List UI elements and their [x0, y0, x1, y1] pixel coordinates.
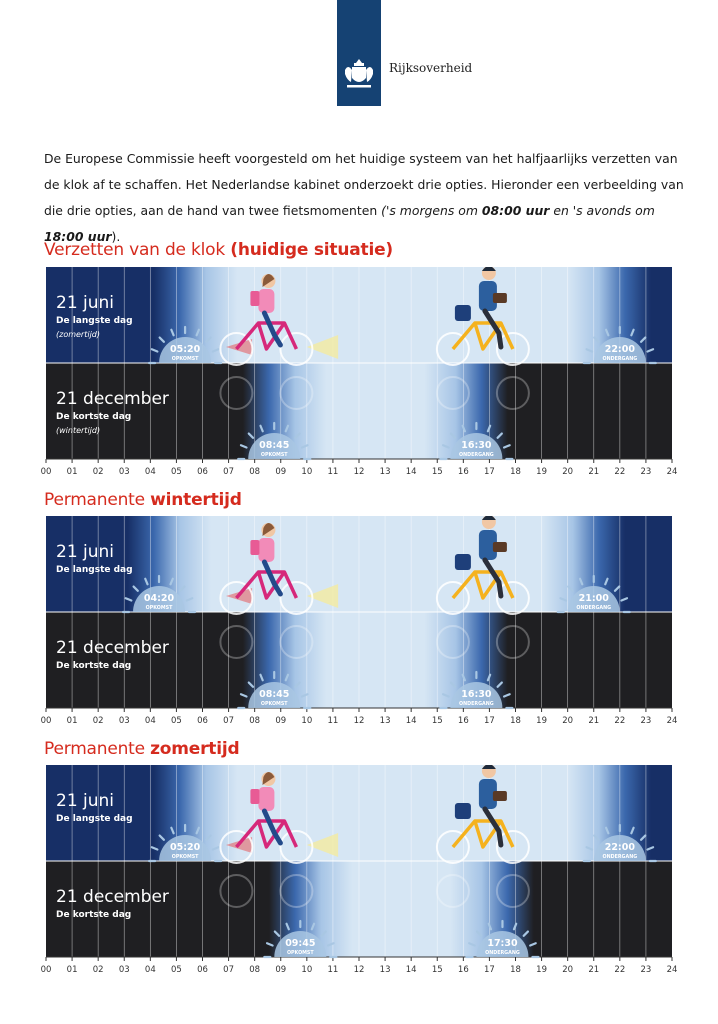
axis-tick-label: 01 [66, 467, 78, 477]
summer-sunset-marker-time: 22:00 [604, 842, 635, 853]
axis-tick-label: 03 [118, 467, 130, 477]
axis-tick-label: 01 [66, 965, 78, 975]
axis-tick-label: 17 [484, 965, 495, 975]
winter-sunset-marker-time: 16:30 [461, 440, 492, 451]
summer-sunrise-marker-time: 05:20 [169, 344, 201, 355]
axis-tick-label: 07 [223, 467, 234, 477]
axis-tick-label: 11 [327, 965, 339, 975]
winter-sunrise-marker-label: OPKOMST [286, 951, 314, 956]
morning-cyclist-backpack [250, 540, 259, 555]
summer-date: 21 juni [56, 791, 115, 811]
axis-tick-label: 02 [92, 965, 104, 975]
axis-tick-label: 13 [379, 965, 391, 975]
org-name: Rijksoverheid [389, 61, 473, 75]
axis-tick-label: 08 [249, 467, 261, 477]
summer-day-label: De langste dag [56, 565, 133, 575]
summer-date: 21 juni [56, 542, 115, 562]
axis-tick-label: 18 [510, 467, 521, 477]
morning-cyclist-backpack [250, 291, 259, 306]
evening-cyclist-child-seat [455, 554, 471, 570]
intro-paragraph [44, 146, 684, 250]
section-title-summertime-prefix: Permanente [44, 739, 151, 759]
axis-tick-label: 07 [223, 965, 234, 975]
evening-cyclist-bag [493, 293, 507, 303]
axis-tick-label: 10 [301, 716, 313, 726]
axis-tick-label: 00 [40, 716, 52, 726]
axis-tick-label: 21 [588, 467, 600, 477]
winter-sunset-marker-label: ONDERGANG [485, 951, 520, 956]
winter-day-label: De kortste dag [56, 661, 132, 671]
winter-time-note: (wintertijd) [56, 426, 101, 435]
winter-sunrise-marker-label: OPKOMST [260, 702, 288, 707]
axis-tick-label: 05 [171, 716, 182, 726]
axis-tick-label: 10 [301, 965, 313, 975]
summer-day-label: De langste dag [56, 814, 133, 824]
axis-tick-label: 08 [249, 716, 261, 726]
axis-tick-label: 18 [510, 965, 521, 975]
axis-tick-label: 04 [144, 467, 156, 477]
axis-tick-label: 06 [197, 965, 208, 975]
axis-tick-label: 12 [353, 467, 365, 477]
axis-tick-label: 14 [405, 467, 417, 477]
summer-sunrise-marker-label: OPKOMST [145, 606, 173, 611]
axis-tick-label: 09 [275, 716, 287, 726]
winter-date: 21 december [56, 638, 169, 658]
summer-sunset-marker-label: ONDERGANG [602, 357, 638, 362]
axis-tick-label: 10 [301, 467, 313, 477]
axis-tick-label: 14 [405, 965, 417, 975]
morning-cyclist-torso [258, 787, 274, 811]
axis-tick-label: 09 [275, 965, 287, 975]
axis-tick-label: 01 [66, 716, 78, 726]
rijksoverheid-logo-bar [337, 0, 381, 106]
evening-cyclist-child-seat [455, 803, 471, 819]
axis-tick-label: 16 [457, 965, 469, 975]
axis-tick-label: 22 [614, 716, 626, 726]
section-title-current [44, 240, 393, 260]
morning-cyclist-torso [258, 538, 274, 562]
evening-cyclist-bag [493, 791, 507, 801]
winter-day-label: De kortste dag [56, 910, 132, 920]
axis-tick-label: 24 [666, 716, 678, 726]
axis-tick-label: 11 [327, 716, 339, 726]
axis-tick-label: 11 [327, 467, 339, 477]
evening-cyclist-bag [493, 542, 507, 552]
axis-tick-label: 19 [536, 965, 547, 975]
axis-tick-label: 05 [171, 965, 182, 975]
summer-time-note: (zomertijd) [56, 330, 100, 339]
axis-tick-label: 07 [223, 716, 234, 726]
summer-sunset-marker-time: 21:00 [578, 593, 609, 604]
winter-sunset-marker-label: ONDERGANG [459, 702, 494, 707]
section-title-current-emphasis: (huidige situatie) [230, 240, 393, 260]
axis-tick-label: 04 [144, 716, 156, 726]
axis-tick-label: 13 [379, 467, 391, 477]
summer-sunrise-marker-label: OPKOMST [171, 357, 199, 362]
section-title-summertime [44, 739, 239, 759]
winter-sunrise-marker-label: OPKOMST [260, 453, 288, 458]
axis-tick-label: 12 [353, 965, 365, 975]
axis-tick-label: 22 [614, 965, 626, 975]
axis-tick-label: 15 [431, 716, 443, 726]
axis-tick-label: 16 [457, 467, 469, 477]
section-title-wintertime-prefix: Permanente [44, 490, 151, 510]
axis-tick-label: 15 [431, 467, 443, 477]
intro-morning-time: 08:00 uur [481, 203, 550, 218]
daylight-chart-wintertime [0, 516, 718, 728]
axis-tick-label: 02 [92, 716, 104, 726]
axis-tick-label: 00 [40, 965, 52, 975]
axis-tick-label: 17 [484, 467, 495, 477]
axis-tick-label: 04 [144, 965, 156, 975]
coat-of-arms-icon [342, 56, 376, 96]
summer-sunset-marker-time: 22:00 [604, 344, 635, 355]
axis-tick-label: 03 [118, 965, 130, 975]
evening-cyclist-child-seat [455, 305, 471, 321]
section-title-summertime-emphasis: zomertijd [150, 739, 240, 759]
intro-text: De Europese Commissie heeft voorgesteld om het huidige systeem van het halfjaarlijks verzetten van de klok af te schaffen. Het Nederlandse kabinet onderzoekt drie opties. Hieronder een verbeelding van die drie opties, aan de hand van twee fietsmomenten [44, 151, 684, 218]
winter-sunset-marker-time: 17:30 [487, 938, 518, 949]
daylight-chart-summertime [0, 765, 718, 977]
summer-date: 21 juni [56, 293, 115, 313]
winter-day-label: De kortste dag [56, 412, 132, 422]
axis-tick-label: 19 [536, 467, 547, 477]
morning-cyclist-backpack [250, 789, 259, 804]
axis-tick-label: 12 [353, 716, 365, 726]
intro-suffix: ). [111, 229, 121, 244]
axis-tick-label: 18 [510, 716, 521, 726]
winter-sunset-marker-time: 16:30 [461, 689, 492, 700]
axis-tick-label: 06 [197, 467, 208, 477]
summer-day-label: De langste dag [56, 316, 133, 326]
intro-morning-prefix: ('s morgens om [381, 203, 482, 218]
summer-sunset-marker-label: ONDERGANG [576, 606, 612, 611]
axis-tick-label: 23 [640, 965, 652, 975]
winter-sunrise-marker-time: 08:45 [259, 440, 290, 451]
axis-tick-label: 24 [666, 965, 678, 975]
summer-sunrise-marker-time: 04:20 [143, 593, 175, 604]
winter-date: 21 december [56, 887, 169, 907]
axis-tick-label: 08 [249, 965, 261, 975]
axis-tick-label: 06 [197, 716, 208, 726]
daylight-chart-current [0, 267, 718, 479]
winter-sunrise-marker-time: 09:45 [285, 938, 316, 949]
section-title-wintertime [44, 490, 242, 510]
summer-sunrise-marker-time: 05:20 [169, 842, 201, 853]
winter-date: 21 december [56, 389, 169, 409]
axis-tick-label: 15 [431, 965, 443, 975]
axis-tick-label: 23 [640, 467, 652, 477]
axis-tick-label: 16 [457, 716, 469, 726]
section-title-current-prefix: Verzetten van de klok [44, 240, 231, 260]
axis-tick-label: 17 [484, 716, 495, 726]
axis-tick-label: 20 [562, 467, 574, 477]
intro-evening-prefix: en 's avonds om [549, 203, 655, 218]
axis-tick-label: 03 [118, 716, 130, 726]
section-title-wintertime-emphasis: wintertijd [150, 490, 242, 510]
winter-sunrise-marker-time: 08:45 [259, 689, 290, 700]
axis-tick-label: 19 [536, 716, 547, 726]
axis-tick-label: 05 [171, 467, 182, 477]
axis-tick-label: 20 [562, 716, 574, 726]
axis-tick-label: 13 [379, 716, 391, 726]
intro-evening-time: 18:00 uur [44, 229, 112, 244]
axis-tick-label: 22 [614, 467, 626, 477]
summer-sunrise-marker-label: OPKOMST [171, 855, 199, 860]
winter-sunset-marker-label: ONDERGANG [459, 453, 494, 458]
axis-tick-label: 24 [666, 467, 678, 477]
axis-tick-label: 20 [562, 965, 574, 975]
axis-tick-label: 02 [92, 467, 104, 477]
axis-tick-label: 09 [275, 467, 287, 477]
axis-tick-label: 21 [588, 965, 600, 975]
axis-tick-label: 23 [640, 716, 652, 726]
morning-cyclist-torso [258, 289, 274, 313]
axis-tick-label: 21 [588, 716, 600, 726]
axis-tick-label: 14 [405, 716, 417, 726]
axis-tick-label: 00 [40, 467, 52, 477]
summer-sunset-marker-label: ONDERGANG [602, 855, 638, 860]
